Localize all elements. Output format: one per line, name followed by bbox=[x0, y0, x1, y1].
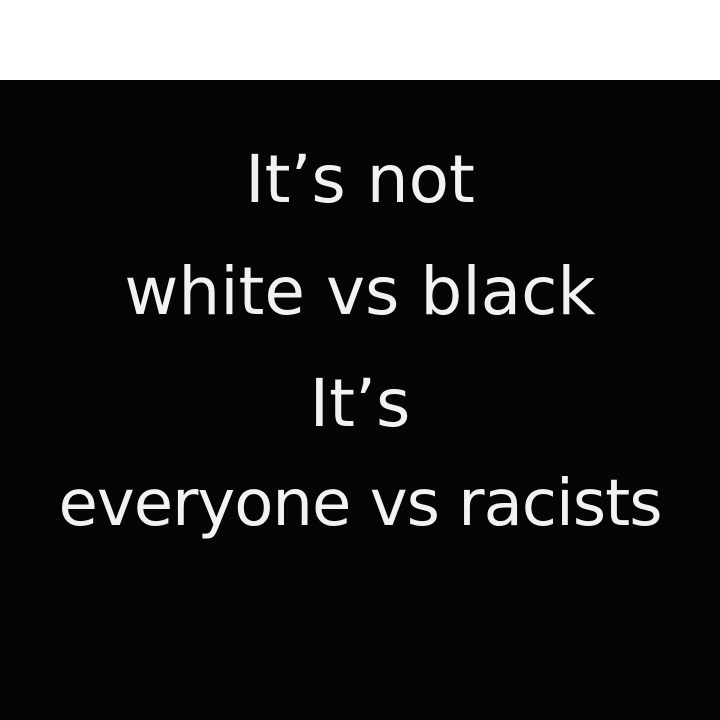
meme-line-1: It’s not bbox=[245, 141, 475, 218]
meme-line-2: white vs black bbox=[124, 253, 596, 330]
top-white-band bbox=[0, 0, 720, 80]
meme-line-4: everyone vs racists bbox=[58, 467, 662, 541]
meme-line-3: It’s bbox=[309, 365, 411, 442]
